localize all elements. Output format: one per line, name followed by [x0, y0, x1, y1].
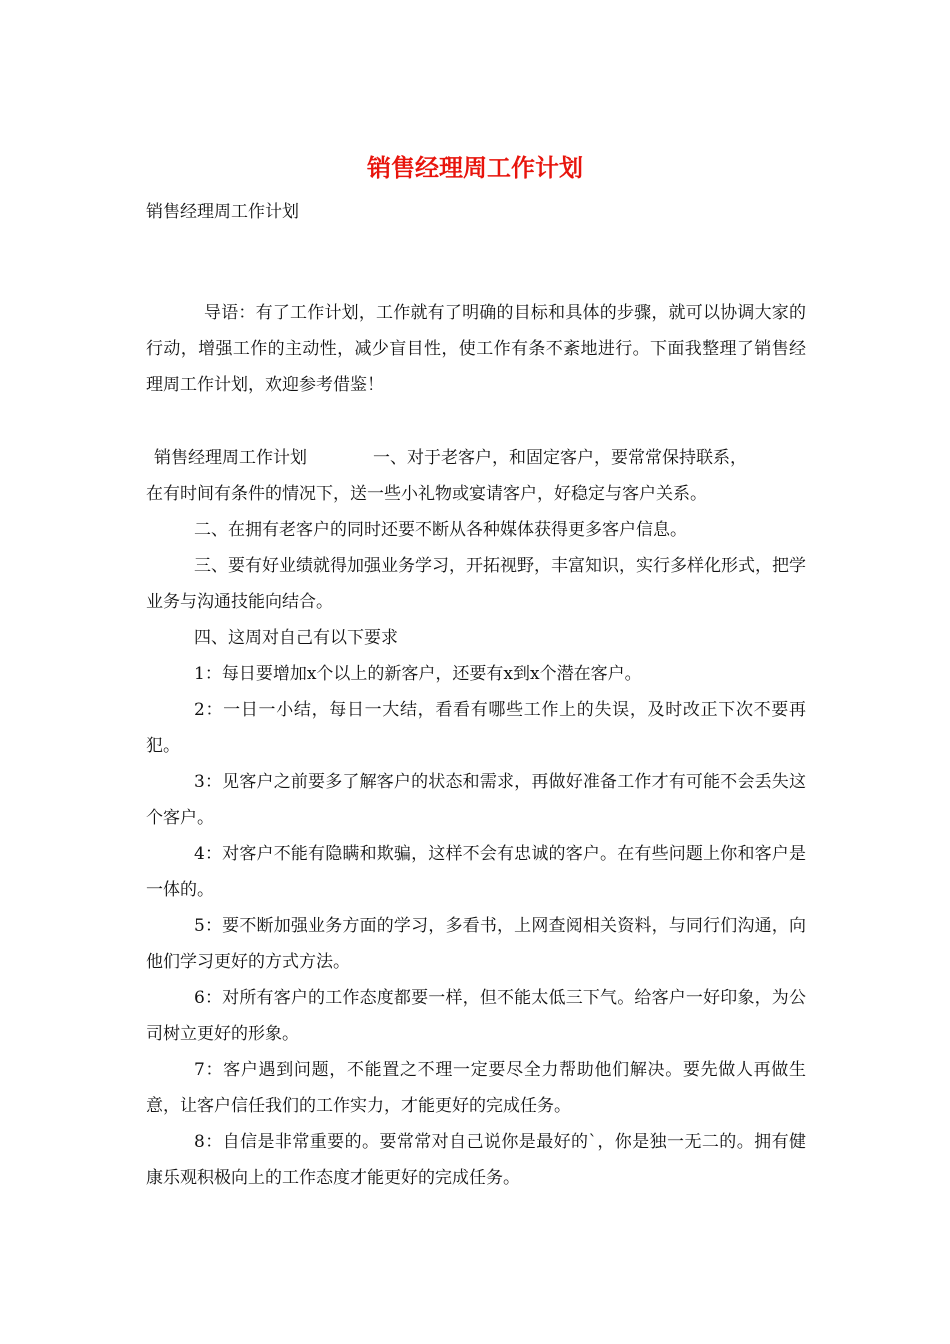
item-1-line-2: 在有时间有条件的情况下，送一些小礼物或宴请客户，好稳定与客户关系。: [146, 484, 707, 504]
paragraph-2: 二、在拥有老客户的同时还要不断从各种媒体获得更多客户信息。: [194, 520, 687, 540]
requirement-3: 3：见客户之前要多了解客户的状态和需求，再做好准备工作才有可能不会丢失这个客户。: [146, 772, 806, 828]
requirement-4: 4：对客户不能有隐瞒和欺骗，这样不会有忠诚的客户。在有些问题上你和客户是一体的。: [146, 844, 806, 900]
requirement-5: 5：要不断加强业务方面的学习，多看书，上网查阅相关资料，与同行们沟通，向他们学习更好的方式方法。: [146, 916, 806, 972]
requirement-7: 7：客户遇到问题，不能置之不理一定要尽全力帮助他们解决。要先做人再做生意，让客户信任我们的工作实力，才能更好的完成任务。: [146, 1060, 806, 1116]
document-subtitle: 销售经理周工作计划: [146, 202, 299, 222]
document-title: 销售经理周工作计划: [367, 153, 583, 182]
requirement-8: 8：自信是非常重要的。要常常对自己说你是最好的`，你是独一无二的。拥有健康乐观积极向上的工作态度才能更好的完成任务。: [146, 1132, 806, 1188]
requirement-1: 1：每日要增加x个以上的新客户，还要有x到x个潜在客户。: [194, 664, 642, 684]
section-heading: 销售经理周工作计划: [154, 448, 307, 468]
requirement-2: 2：一日一小结，每日一大结，看看有哪些工作上的失误，及时改正下次不要再犯。: [146, 700, 806, 756]
item-1-line-1: 一、对于老客户，和固定客户，要常常保持联系，: [373, 448, 747, 468]
paragraph-3: 三、要有好业绩就得加强业务学习，开拓视野，丰富知识，实行多样化形式，把学业务与沟通技能向结合。: [146, 556, 806, 612]
paragraph-4: 四、这周对自己有以下要求: [194, 628, 398, 648]
requirement-6: 6：对所有客户的工作态度都要一样，但不能太低三下气。给客户一好印象，为公司树立更好的形象。: [146, 988, 806, 1044]
intro-paragraph: 导语：有了工作计划，工作就有了明确的目标和具体的步骤，就可以协调大家的行动，增强工作的主动性，减少盲目性，使工作有条不紊地进行。下面我整理了销售经理周工作计划，欢迎参考借鉴！: [146, 303, 806, 395]
